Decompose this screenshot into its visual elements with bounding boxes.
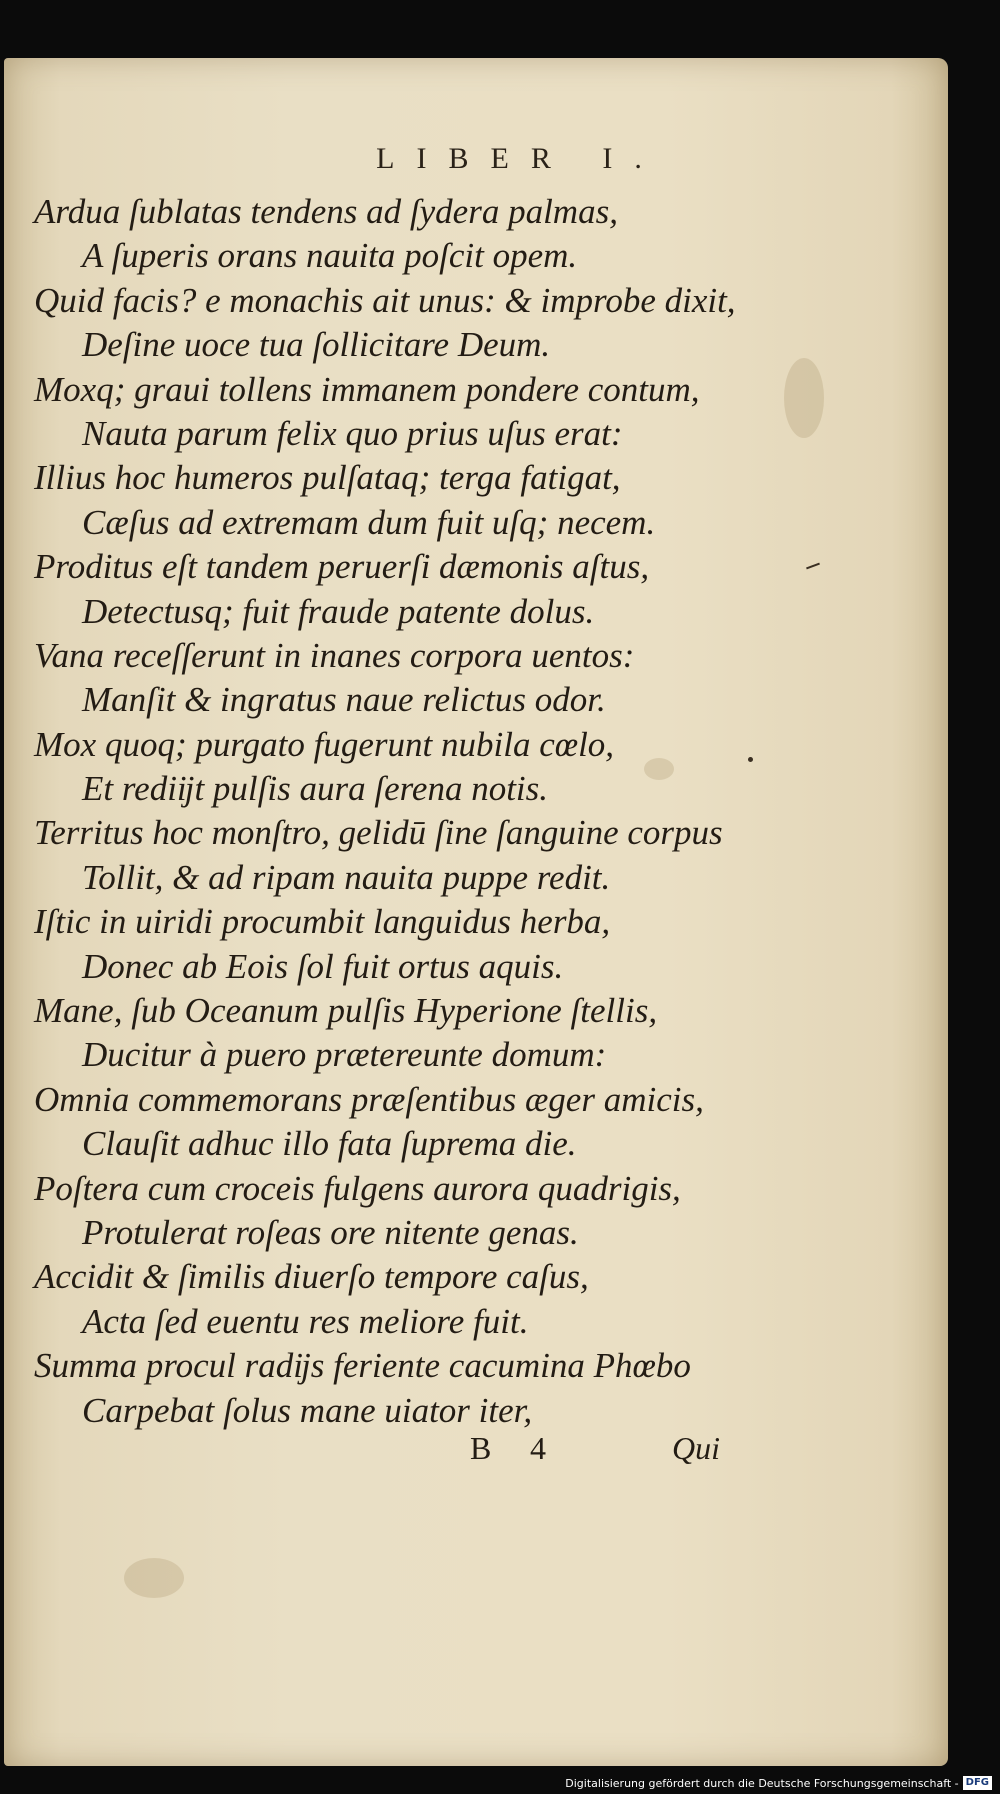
verse-line: Vana receſſerunt in inanes corpora uentos: <box>34 635 635 675</box>
verse-line: Illius hoc humeros pulſataq; terga fatigat, <box>34 458 621 498</box>
verse-line: Iſtic in uiridi procumbit languidus herba, <box>34 902 611 942</box>
verse-line: Cæſus ad extremam dum fuit uſq; necem. <box>82 502 656 542</box>
verse-line: Clauſit adhuc illo fata ſuprema die. <box>82 1124 577 1164</box>
paper-stain <box>784 358 824 438</box>
verse-line: A ſuperis orans nauita poſcit opem. <box>82 236 578 276</box>
verse-line: Ardua ſublatas tendens ad ſydera palmas, <box>34 192 618 231</box>
verse-line: Summa procul radĳs feriente cacumina Phœbo <box>34 1346 691 1386</box>
running-head: LIBER I. <box>376 142 664 175</box>
verse-line: Nauta parum felix quo prius uſus erat: <box>82 413 623 453</box>
signature-number: 4 <box>530 1430 546 1466</box>
verse-line: Carpebat ſolus mane uiator iter, <box>82 1390 533 1430</box>
verse-line: Quid facis? e monachis ait unus: & improbe dixit, <box>34 280 736 320</box>
verse-text <box>34 190 734 1433</box>
verse-line: Tollit, & ad ripam nauita puppe redit. <box>82 857 611 897</box>
verse-line: Manſit & ingratus naue relictus odor. <box>82 680 606 720</box>
credit-text: Digitalisierung gefördert durch die Deutsche Forschungsgemeinschaft - <box>565 1776 959 1790</box>
catchword: Qui <box>672 1430 720 1466</box>
ink-mark <box>748 757 753 762</box>
verse-line: Poſtera cum croceis fulgens aurora quadrigis, <box>34 1168 681 1208</box>
verse-line: Mox quoq; purgato fugerunt nubila cœlo, <box>34 724 615 764</box>
verse-line: Ducitur à puero prætereunte domum: <box>82 1035 607 1075</box>
verse-line: Proditus eſt tandem peruerſi dæmonis aſtus, <box>34 547 650 587</box>
verse-line: Omnia commemorans præſentibus æger amicis, <box>34 1079 704 1119</box>
verse-line: Territus hoc monſtro, gelidū ſine ſanguine corpus <box>34 813 723 853</box>
verse-line: Moxq; graui tollens immanem pondere contum, <box>34 369 700 409</box>
verse-line: Mane, ſub Oceanum pulſis Hyperione ſtellis, <box>34 991 658 1031</box>
digitization-credit <box>565 1774 992 1792</box>
verse-line: Donec ab Eois ſol fuit ortus aquis. <box>82 946 564 986</box>
verse-line: Deſine uoce tua ſollicitare Deum. <box>82 325 551 365</box>
verse-line: Acta ſed euentu res meliore fuit. <box>82 1301 529 1341</box>
dfg-logo: DFG <box>963 1776 992 1790</box>
signature-mark: B <box>470 1430 492 1466</box>
paper-stain <box>124 1558 184 1598</box>
verse-line: Et rediĳt pulſis aura ſerena notis. <box>82 769 549 809</box>
verse-line: Accidit & ſimilis diuerſo tempore caſus, <box>34 1257 589 1297</box>
verse-line: Detectusq; fuit fraude patente dolus. <box>82 591 595 631</box>
verse-line: Protulerat roſeas ore nitente genas. <box>82 1212 579 1252</box>
